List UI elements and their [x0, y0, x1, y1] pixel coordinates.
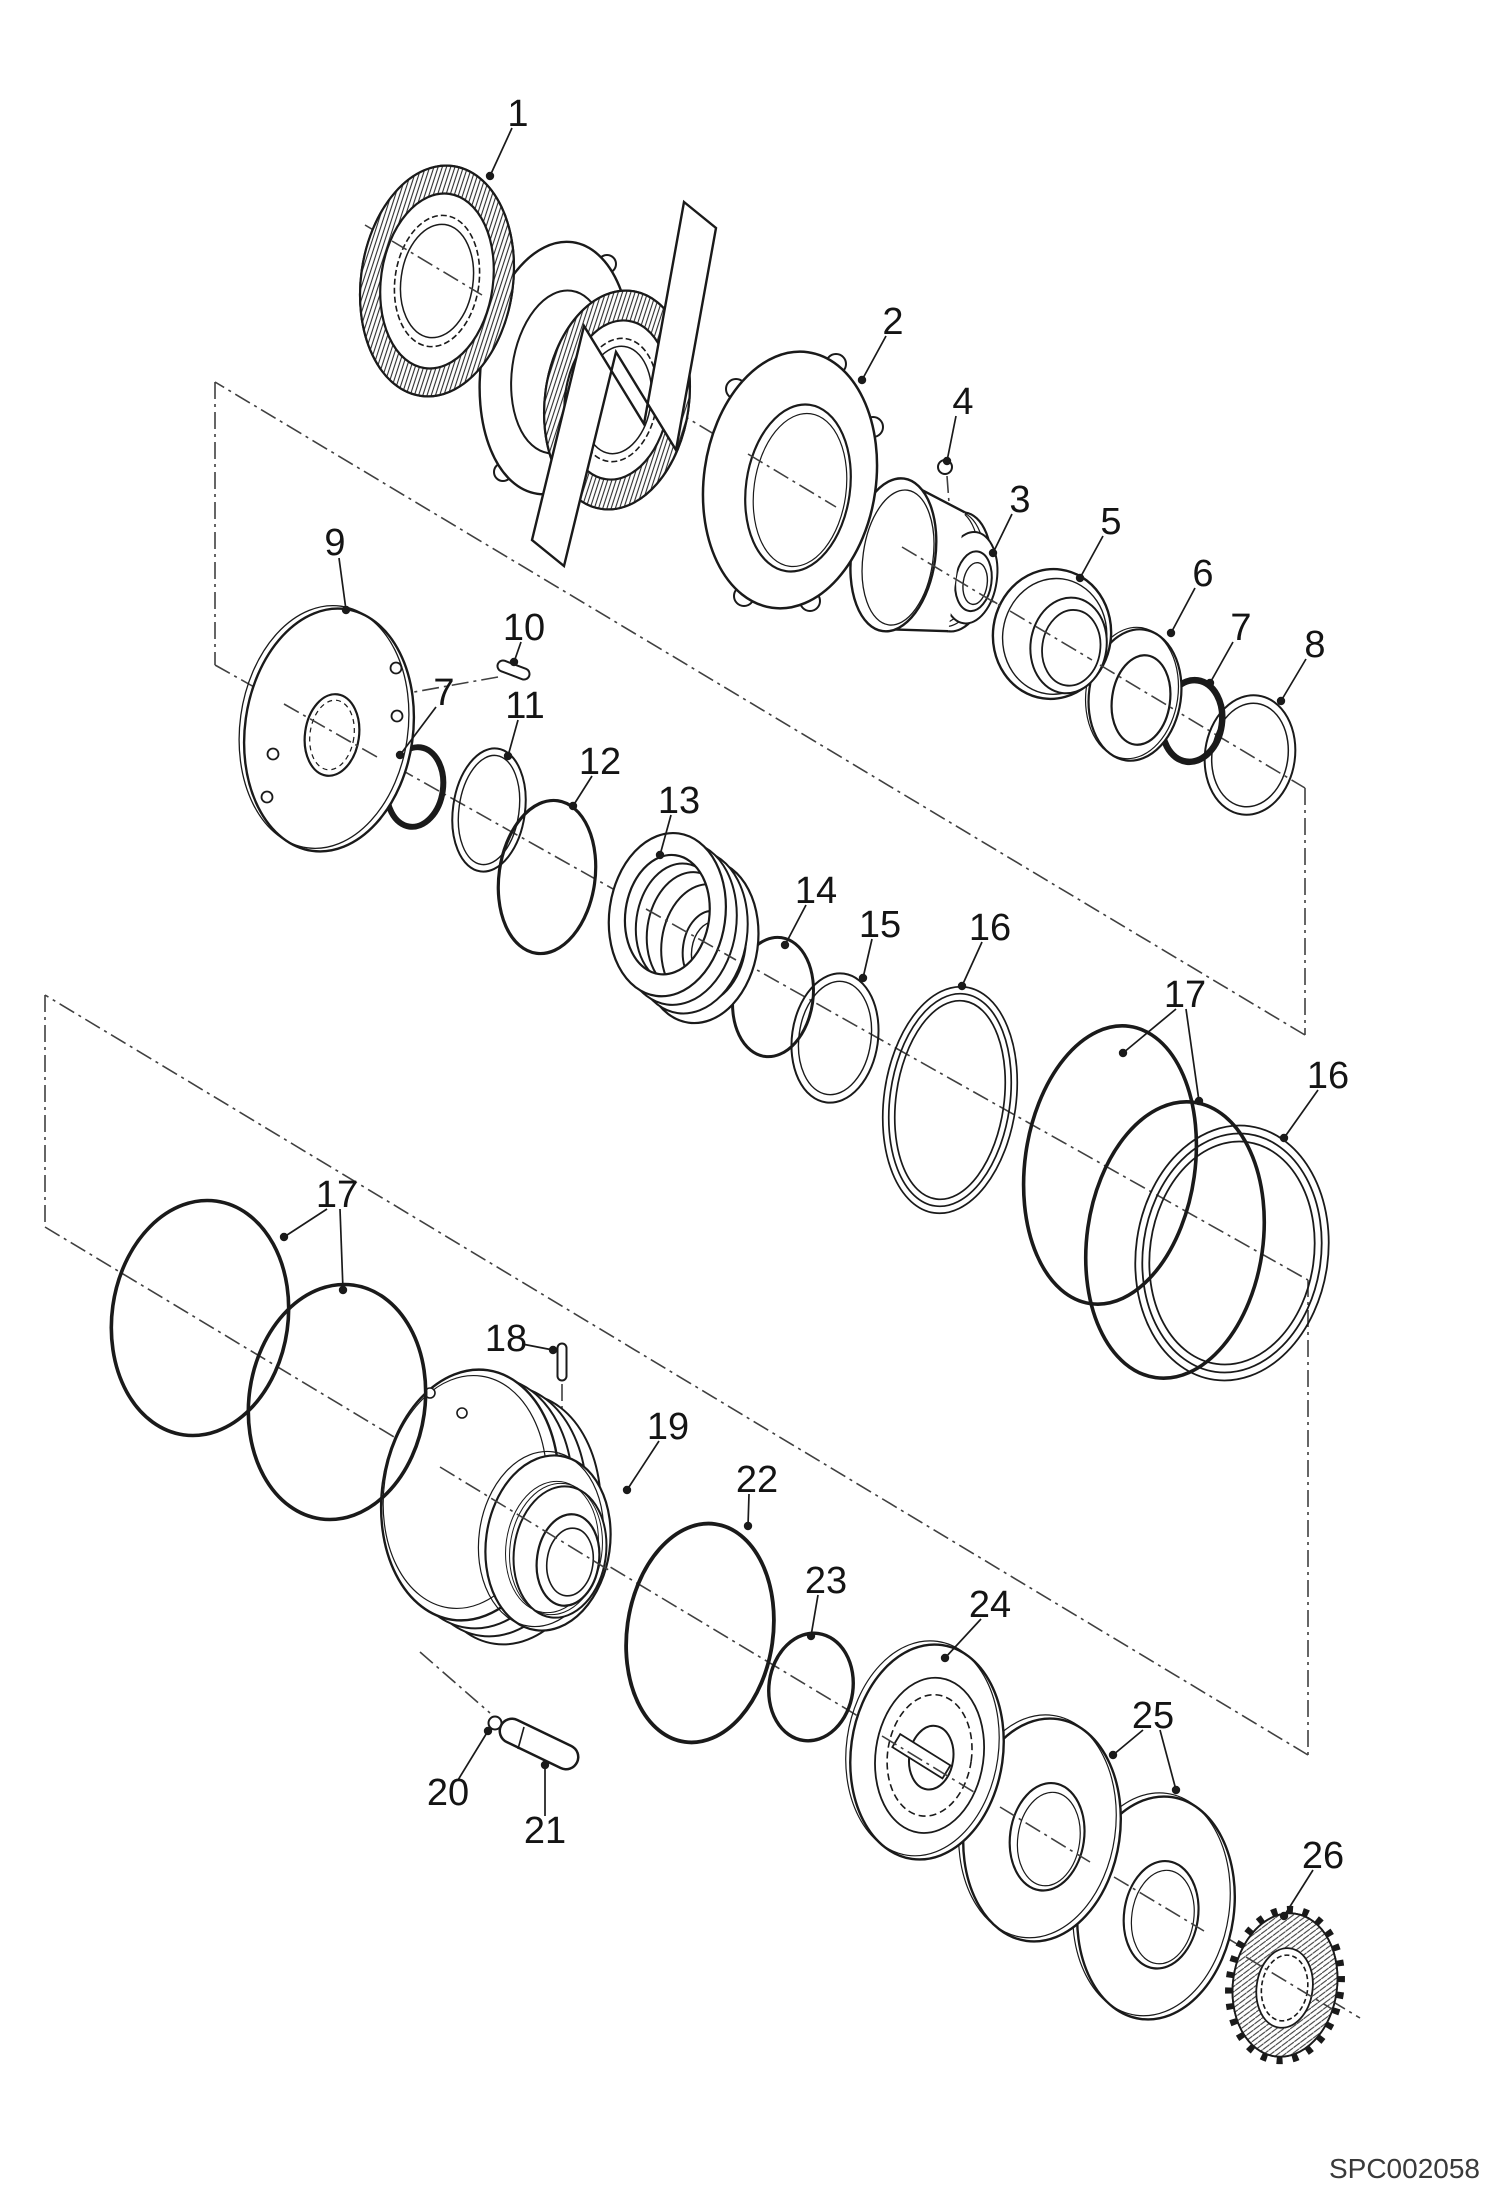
part-number-7: 7 — [433, 672, 455, 714]
part-number-14: 14 — [794, 870, 838, 912]
leader-line — [1160, 1730, 1176, 1790]
leader-dot — [1206, 679, 1214, 687]
part-number-3: 3 — [1009, 479, 1031, 521]
leader-dot — [549, 1346, 557, 1354]
part-12-o-ring — [489, 794, 605, 960]
leader-dot — [989, 549, 997, 557]
leader-dot — [569, 802, 577, 810]
part-13-seal-carrier — [595, 825, 771, 1030]
part-26-lock-washer — [1219, 1902, 1351, 2068]
part-number-15: 15 — [858, 904, 902, 946]
leader-line — [1281, 659, 1306, 701]
part-number-9: 9 — [324, 522, 346, 564]
part-number-22: 22 — [735, 1459, 779, 1501]
part-number-6: 6 — [1192, 553, 1214, 595]
leader-dot — [342, 606, 350, 614]
part-number-2: 2 — [882, 301, 904, 343]
part-number-19: 19 — [646, 1406, 690, 1448]
part-number-13: 13 — [657, 780, 701, 822]
leader-dot — [781, 941, 789, 949]
part-number-25: 25 — [1131, 1695, 1175, 1737]
part-number-23: 23 — [804, 1560, 848, 1602]
leader-dot — [859, 974, 867, 982]
leader-dot — [484, 1727, 492, 1735]
part-number-1: 1 — [507, 93, 529, 135]
part-17-backup-ring — [96, 1189, 303, 1447]
leader-dot — [958, 982, 966, 990]
part-number-18: 18 — [484, 1318, 528, 1360]
leader-line — [339, 558, 346, 610]
part-number-20: 20 — [426, 1772, 470, 1814]
leader-dot — [623, 1486, 631, 1494]
part-number-21: 21 — [523, 1810, 567, 1852]
leader-dot — [1119, 1049, 1127, 1057]
part-number-11: 11 — [505, 685, 545, 727]
leader-dot — [1109, 1751, 1117, 1759]
leader-dot — [504, 752, 512, 760]
leader-dot — [1167, 629, 1175, 637]
part-10-pin — [503, 666, 524, 674]
leader-line — [340, 1209, 343, 1290]
leader-dot — [941, 1654, 949, 1662]
part-number-7: 7 — [1230, 607, 1252, 649]
figure-code: SPC002058 — [1328, 2153, 1480, 2184]
part-16-seal-ring — [1119, 1113, 1345, 1393]
leader-dot — [1277, 697, 1285, 705]
leader-line — [627, 1441, 659, 1490]
leader-dot — [280, 1233, 288, 1241]
leader-dot — [656, 851, 664, 859]
part-number-24: 24 — [968, 1584, 1012, 1626]
leader-dot — [1195, 1097, 1203, 1105]
part-number-8: 8 — [1304, 624, 1326, 666]
leader-dot — [744, 1522, 752, 1530]
part-number-16: 16 — [968, 907, 1012, 949]
part-number-17: 17 — [1163, 974, 1207, 1016]
leader-dot — [1280, 1912, 1288, 1920]
part-19-drum — [365, 1358, 621, 1656]
leader-dot — [858, 376, 866, 384]
part-number-17: 17 — [315, 1174, 359, 1216]
part-11-ring — [445, 744, 534, 877]
leader-dot — [486, 172, 494, 180]
part-16-seal-ring — [869, 978, 1031, 1222]
leader-dot — [396, 751, 404, 759]
leader-dot — [339, 1286, 347, 1294]
part-number-12: 12 — [578, 741, 622, 783]
leader-dot — [1280, 1134, 1288, 1142]
leader-line — [1171, 588, 1195, 633]
part-number-10: 10 — [502, 607, 546, 649]
leader-dot — [1076, 574, 1084, 582]
leader-dot — [943, 457, 951, 465]
part-number-26: 26 — [1301, 1835, 1345, 1877]
leader-line — [1284, 1090, 1318, 1138]
part-22-o-ring — [612, 1514, 787, 1752]
part-number-4: 4 — [952, 381, 974, 423]
part-17-backup-ring — [1006, 1015, 1213, 1316]
leader-line — [490, 128, 512, 176]
part-number-5: 5 — [1100, 501, 1122, 543]
leader-dot — [541, 1761, 549, 1769]
leader-dot — [510, 658, 518, 666]
part-number-16: 16 — [1306, 1055, 1350, 1097]
part-21-pin — [512, 1727, 566, 1757]
leader-dot — [807, 1632, 815, 1640]
leader-dot — [1172, 1786, 1180, 1794]
